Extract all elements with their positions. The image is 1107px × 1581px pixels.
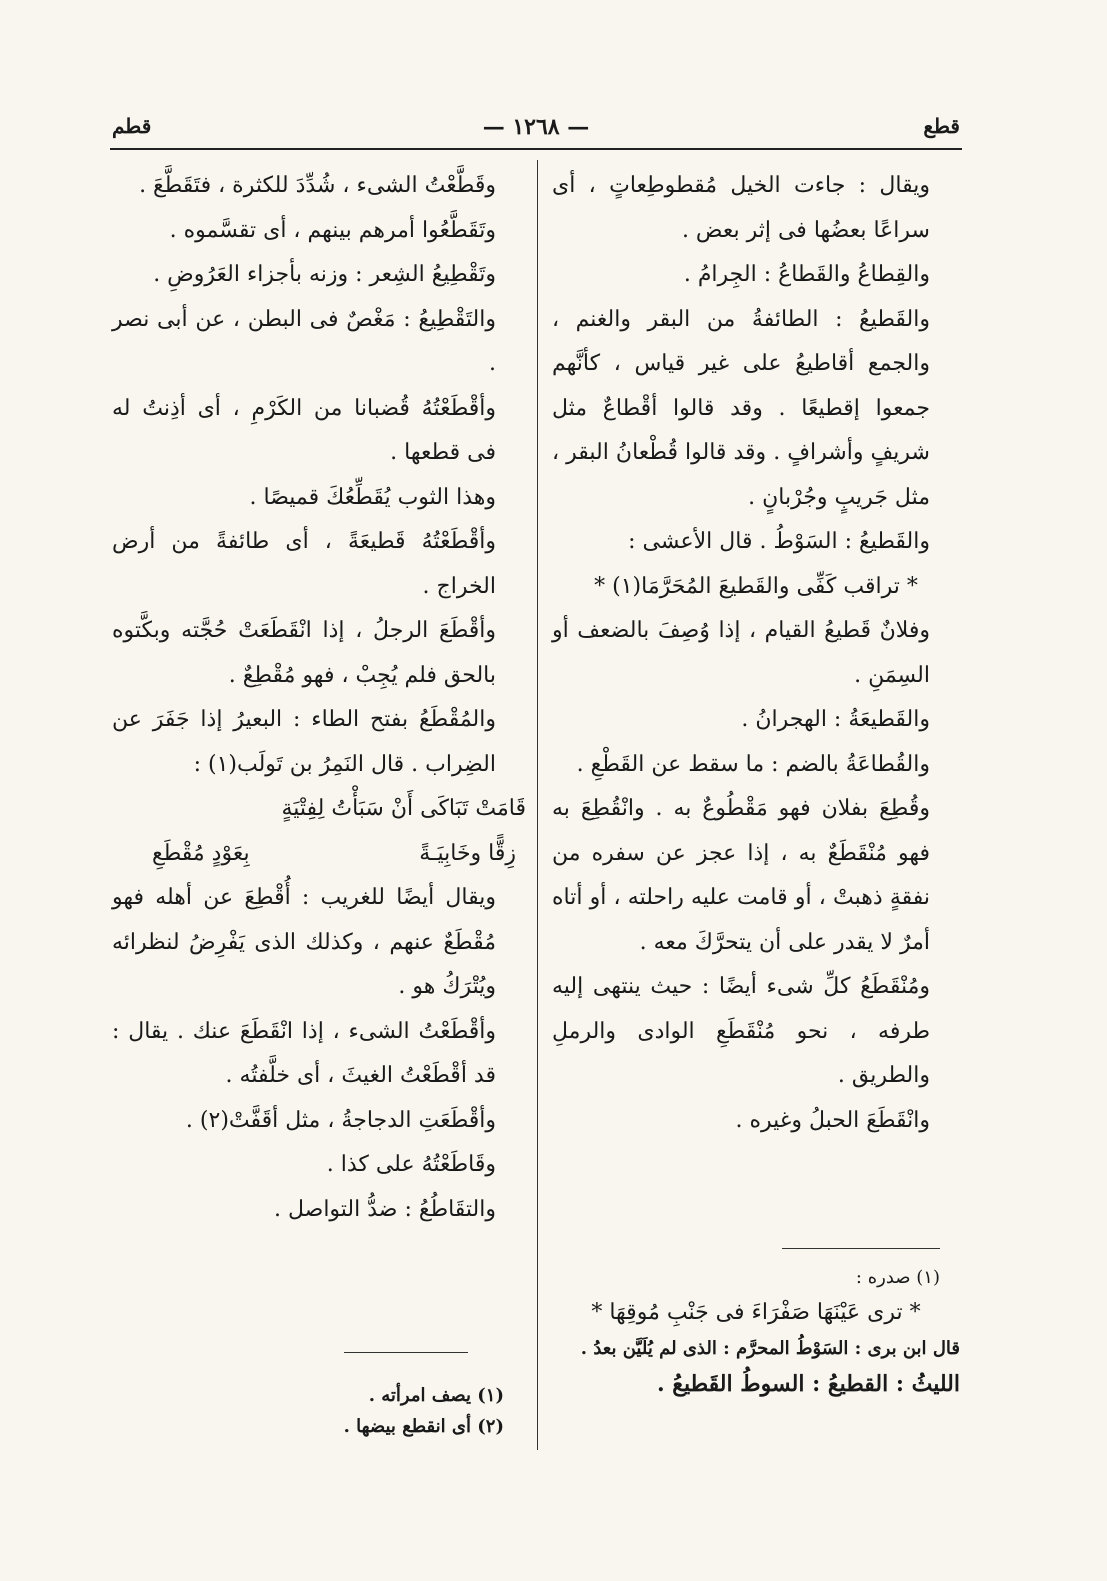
entry-paragraph: وقُطِعَ بفلان فهو مَقْطُوعٌ به . وانْقُطِعَ به فهو مُنْقَطَعٌ به ، إذا عجز عن سفره من نفقةٍ ذهبتْ ، أو قامت عليه راحلته ، أو أتاه أمرٌ لا يقدر على أن يتحرَّكَ معه .	[552, 796, 930, 955]
entry-paragraph: والتَقْطِيعُ : مَغْصٌ فى البطن ، عن أبى نصر .	[112, 306, 496, 376]
footnote-rule-right	[782, 1248, 940, 1249]
entry-paragraph: ويقال أيضًا للغريب : أُقْطِعَ عن أهله فهو مُقْطَعٌ عنهم ، وكذلك الذى يَفْرِضُ لنظرائه ويُتْرَكُ هو .	[112, 885, 496, 999]
entry-paragraph: وانْقَطَعَ الحبلُ وغيره .	[735, 1107, 930, 1133]
verse-second-half-a: زِقًّا وخَابِيَـةً	[419, 840, 516, 866]
footnote-line: (٢) أى انقطع بيضها .	[343, 1416, 504, 1437]
entry-paragraph: والقُطاعَةُ بالضم : ما سقط عن القَطْعِ .	[576, 751, 930, 777]
entry-paragraph: وأقْطَعْتُهُ قُضبانا من الكَرْمِ ، أى أذِنتُ له فى قطعها .	[112, 395, 496, 465]
entry-paragraph: والقِطاعُ والقَطاعُ : الجِرامُ .	[683, 262, 930, 287]
page-header	[112, 114, 960, 144]
column-divider	[537, 160, 538, 1450]
footnote-rule-left	[344, 1352, 468, 1353]
footnote-line: (١) يصف امرأته .	[368, 1385, 504, 1406]
entry-paragraph: والمُقْطَعُ بفتح الطاء : البعيرُ إذا جَفَرَ عن الضِراب . قال النَمِرُ بن تَولَب(١) :	[112, 707, 496, 777]
footnote-verse: * ترى عَيْنَهَا صَفْرَاءَ فى جَنْبِ مُوقِهَا *	[591, 1300, 921, 1325]
verse-line: * تراقب كَفِّى والقَطيعَ المُحَرَّمَا(١) *	[594, 573, 918, 599]
entry-paragraph: والقَطيعَةُ : الهجرانُ .	[741, 707, 930, 732]
entry-paragraph: وهذا الثوب يُقَطِّعُكَ قميصًا .	[249, 484, 496, 510]
footnote-line: قال ابن برى : السَوْطُ المحرَّم : الذى لم يُلَيَّن بعدُ .	[580, 1338, 960, 1359]
header-rule	[110, 148, 962, 150]
footnote-line: (١) صدره :	[855, 1267, 940, 1288]
entry-paragraph: ويقال : جاءت الخيل مُقطوطِعاتٍ ، أى سراعًا بعضُها فى إثر بعض .	[552, 173, 930, 243]
header-root-word-right: قطع	[923, 114, 960, 138]
footnote-line: الليثُ : القطيعُ : السوطُ القَطيعُ .	[656, 1371, 960, 1397]
entry-paragraph: وقَطَّعْتُ الشىء ، شُدِّدَ للكثرة ، فتَقَطَّعَ .	[139, 173, 496, 198]
entry-paragraph: والقَطيعُ : السَوْطُ . قال الأعشى :	[628, 529, 930, 554]
verse-first-half: قَامَتْ تَبَاكَى أَنْ سَبَأْتُ لِفِتْيَةٍ	[281, 796, 526, 821]
entry-paragraph: والتقَاطُعُ : ضدُّ التواصل .	[273, 1196, 496, 1222]
left-column	[112, 164, 526, 1232]
entry-paragraph: ومُنْقَطَعُ كلِّ شىء أيضًا : حيث ينتهى إليه طرفه ، نحو مُنْقَطَعِ الوادى والرملِ والطريق .	[552, 974, 930, 1088]
verse-second-half-b: بِعَوْدٍ مُقْطَعِ	[152, 840, 250, 866]
entry-paragraph: وقَاطَعْتُهُ على كذا .	[326, 1152, 496, 1177]
entry-paragraph: وتَقْطِيعُ الشِعر : وزنه بأجزاء العَرُوضِ .	[153, 262, 496, 287]
entry-paragraph: والقَطيعُ : الطائفةُ من البقر والغنم ، والجمع أقاطيعُ على غير قياس ، كأنَّهم جمعوا إقطيعًا . وقد قالوا أقْطاعٌ مثل شريفٍ وأشرافٍ . وقد قالوا قُطْعانُ البقر ، مثل جَريبٍ وجُرْبانٍ .	[552, 306, 930, 510]
entry-paragraph: وأقْطَعَتِ الدجاجةُ ، مثل أقَفَّتْ(٢) .	[185, 1107, 496, 1133]
entry-paragraph: وأقْطَعْتُهُ قَطيعَةً ، أى طائفةً من أرض الخراج .	[112, 529, 496, 599]
left-footnotes	[112, 1380, 504, 1442]
entry-paragraph: وفلانٌ قَطيعُ القيام ، إذا وُصِفَ بالضعف أو السِمَنِ .	[552, 618, 930, 688]
right-column	[552, 164, 960, 1143]
header-root-word-left: قطم	[112, 114, 152, 138]
right-footnotes	[552, 1262, 960, 1404]
entry-paragraph: وأقْطَعَ الرجلُ ، إذا انْقَطَعَتْ حُجَّته وبكَّتوه بالحق فلم يُجِبْ ، فهو مُقْطِعٌ .	[112, 618, 496, 688]
verse-second-half	[112, 832, 526, 877]
entry-paragraph: وأقْطَعْتُ الشىء ، إذا انْقَطَعَ عنك . يقال : قد أقْطَعْتُ الغيثَ ، أى خلَّفتُه .	[112, 1018, 496, 1088]
page-number: — ١٢٦٨ —	[482, 114, 590, 140]
entry-paragraph: وتَقَطَّعُوا أمرهم بينهم ، أى تقسَّموه .	[169, 217, 496, 243]
